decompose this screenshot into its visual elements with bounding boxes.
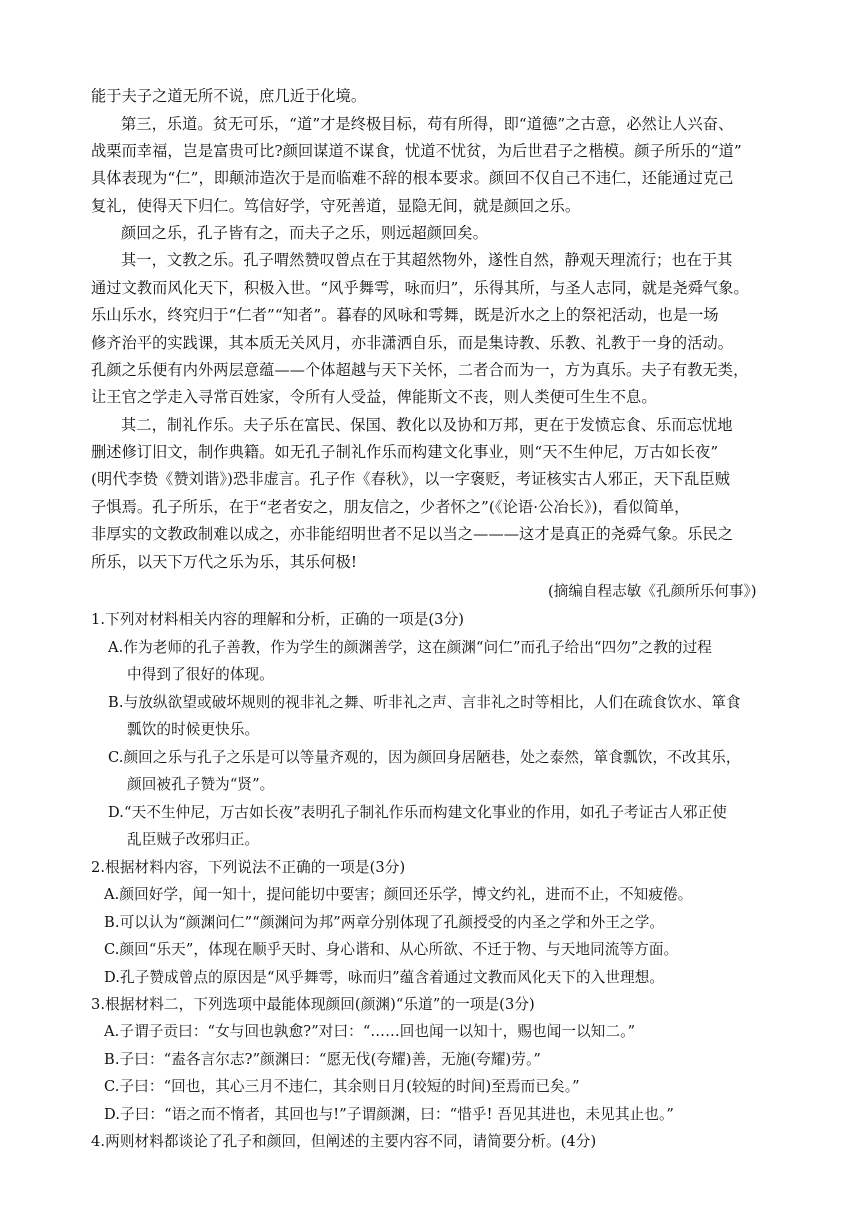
question-stem: 4.两则材料都谈论了孔子和颜回，但阐述的主要内容不同，请简要分析。(4分) — [91, 1133, 597, 1150]
passage-line: 非厚实的文教政制难以成之，亦非能绍明世者不足以当之———这才是真正的尧舜气象。乐民之 — [91, 525, 734, 543]
passage-line: 乐山乐水，终究归于“仁者”“知者”。暮春的风咏和雩舞，既是沂水之上的祭祀活动，也是一场 — [91, 306, 719, 324]
passage-line: 其一，文教之乐。孔子喟然赞叹曾点在于其超然物外，遂性自然，静观天理流行；也在于其 — [121, 251, 733, 269]
option-a: A.作为老师的孔子善教，作为学生的颜渊善学，这在颜渊“问仁”而孔子给出“四勿”之教的过程 — [108, 639, 712, 656]
passage-line: 复礼，使得天下归仁。笃信好学，守死善道，显隐无间，就是颜回之乐。 — [91, 197, 581, 215]
passage-line: 颜回之乐，孔子皆有之，而夫子之乐，则远超颜回矣。 — [121, 224, 488, 242]
option-a: A.颜回好学，闻一知十，提问能切中要害；颜回还乐学，博文约礼，进而不止，不知疲倦。 — [104, 886, 693, 903]
passage-line: 第三，乐道。贫无可乐，“道”才是终极目标，苟有所得，即“道德”之古意，必然让人兴奋、 — [121, 115, 734, 133]
option-d-cont: 乱臣贼子改邪归正。 — [127, 831, 260, 848]
passage-line: 孔颜之乐便有内外两层意蕴——个体超越与天下关怀，二者合而为一，方为真乐。夫子有教无类， — [91, 361, 749, 379]
option-a-cont: 中得到了很好的体现。 — [127, 666, 274, 683]
option-d: D.“天不生仲尼，万古如长夜”表明孔子制礼作乐而构建文化事业的作用，如孔子考证古人邪正使 — [108, 804, 727, 821]
passage-line: 具体表现为“仁”，即颠沛造次于是而临难不辞的根本要求。颜回不仅自己不违仁，还能通过克己 — [91, 169, 734, 187]
option-b-cont: 瓢饮的时候更快乐。 — [127, 721, 260, 738]
passage-line: 子惧焉。孔子所乐，在于“老者安之，朋友信之，少者怀之”(《论语·公冶长》)，看似简单， — [91, 498, 690, 516]
passage-line: 删述修订旧文，制作典籍。如无孔子制礼作乐而构建文化事业，则“天不生仲尼，万古如长夜” — [91, 443, 719, 461]
option-b: B.与放纵欲望或破坏规则的视非礼之舞、听非礼之声、言非礼之时等相比，人们在疏食饮水、箪食 — [108, 694, 741, 711]
question-stem: 2.根据材料内容，下列说法不正确的一项是(3分) — [91, 859, 406, 876]
option-c: C.子曰：“回也，其心三月不违仁，其余则日月(较短的时间)至焉而已矣。” — [104, 1078, 580, 1095]
passage-line: 战栗而幸福，岂是富贵可比?颜回谋道不谋食，忧道不忧贫，为后世君子之楷模。颜子所乐的“道” — [91, 142, 742, 160]
passage-line: 通过文教而风化天下，积极入世。“风乎舞雩，咏而归”，乐得其所，与圣人志同，就是尧舜气象。 — [91, 279, 749, 297]
passage-line: 修齐治平的实践课，其本质无关风月，亦非潇洒自乐，而是集诗教、乐教、礼教于一身的活动。 — [91, 334, 734, 352]
option-d: D.孔子赞成曾点的原因是“风乎舞雩，咏而归”蕴含着通过文教而风化天下的入世理想。 — [104, 969, 665, 986]
option-c: C.颜回之乐与孔子之乐是可以等量齐观的，因为颜回身居陋巷，处之泰然，箪食瓢饮，不改其乐， — [108, 749, 741, 766]
passage-line: 让王官之学走入寻常百姓家，令所有人受益，俾能斯文不丧，则人类便可生生不息。 — [91, 388, 657, 406]
option-b: B.子曰：“盍各言尔志?”颜渊曰：“愿无伐(夸耀)善，无施(夸耀)劳。” — [104, 1051, 541, 1068]
passage-line: 其二，制礼作乐。夫子乐在富民、保国、教化以及协和万邦，更在于发愤忘食、乐而忘忧地 — [121, 416, 733, 434]
passage-line: (明代李贽《赞刘谐》)恐非虚言。孔子作《春秋》，以一字褒贬，考证核实古人邪正，天下乱臣贼 — [91, 470, 730, 488]
option-a: A.子谓子贡曰：“女与回也孰愈?”对曰：“……回也闻一以知十，赐也闻一以知二。” — [104, 1023, 636, 1040]
option-d: D.子曰：“语之而不惰者，其回也与!”子谓颜渊，曰：“惜乎! 吾见其进也，未见其止也。” — [104, 1106, 674, 1123]
source-citation: (摘编自程志敏《孔颜所乐何事》) — [548, 584, 757, 600]
passage-line: 能于夫子之道无所不说，庶几近于化境。 — [91, 87, 367, 105]
question-stem: 3.根据材料二，下列选项中最能体现颜回(颜渊)“乐道”的一项是(3分) — [91, 996, 535, 1013]
question-stem: 1.下列对材料相关内容的理解和分析，正确的一项是(3分) — [91, 611, 465, 628]
passage-line: 所乐，以天下万代之乐为乐，其乐何极! — [91, 553, 358, 571]
option-c: C.颜回“乐天”，体现在顺乎天时、身心谐和、从心所欲、不迁于物、与天地同流等方面。 — [104, 941, 679, 958]
option-b: B.可以认为“颜渊问仁”“颜渊问为邦”两章分别体现了孔颜授受的内圣之学和外王之学。 — [104, 914, 665, 931]
option-c-cont: 颜回被孔子赞为“贤”。 — [127, 776, 275, 793]
